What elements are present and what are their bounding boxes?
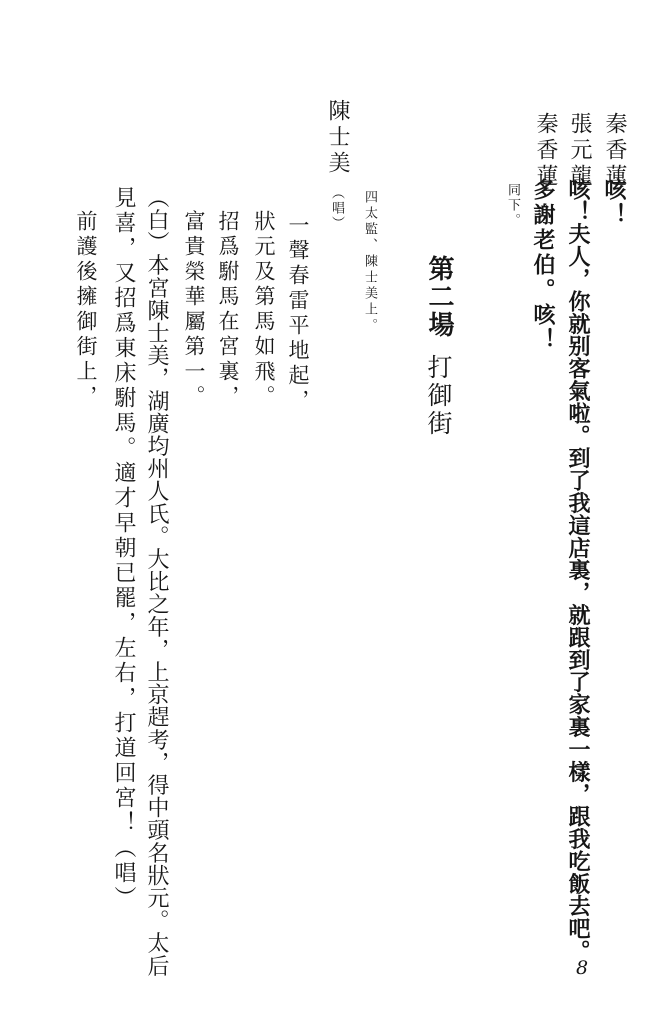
dialog-line-3: 多謝老伯。咳！ bbox=[530, 178, 556, 353]
speaker-chen: 陳士美 bbox=[325, 99, 350, 177]
stage-direction-entrance: 四太監、陳士美上。 bbox=[362, 190, 377, 334]
sing-cue: （唱） bbox=[329, 186, 344, 231]
speech-line-1: （白）本宮陳士美，湖廣均州人氏。大比之年，上京趕考，得中頭名狀元。太后 bbox=[144, 186, 169, 977]
dialog-line-2: 咳！夫人，你就别客氣啦。到了我這店裏，就跟到了家裏一樣，跟我吃飯去吧。 bbox=[565, 178, 591, 962]
lyric-line-1: 一聲春雷平地起， bbox=[286, 214, 310, 414]
stage-direction-exit: 同下。 bbox=[505, 183, 520, 228]
speech-line-3: 前護後擁御街上， bbox=[74, 210, 98, 410]
speaker-qin-1: 秦香蓮 bbox=[602, 112, 627, 190]
speaker-zhang: 張元龍 bbox=[567, 112, 592, 190]
lyric-line-2: 狀元及第馬如飛。 bbox=[252, 210, 276, 410]
speech-line-2: 見喜，又招爲東床駙馬。適才早朝已罷，左右，打道回宮！（唱） bbox=[111, 186, 136, 911]
lyric-line-3: 招爲駙馬在宮裏， bbox=[216, 210, 240, 410]
lyric-line-4: 富貴榮華屬第一。 bbox=[182, 210, 206, 410]
dialog-line-1: 咳！ bbox=[601, 178, 627, 228]
speaker-qin-2: 秦香蓮 bbox=[533, 112, 558, 190]
scene-title: 打御街 bbox=[424, 354, 453, 438]
scene-number: 第二場 bbox=[424, 255, 454, 339]
page-number: 8 bbox=[576, 957, 589, 979]
